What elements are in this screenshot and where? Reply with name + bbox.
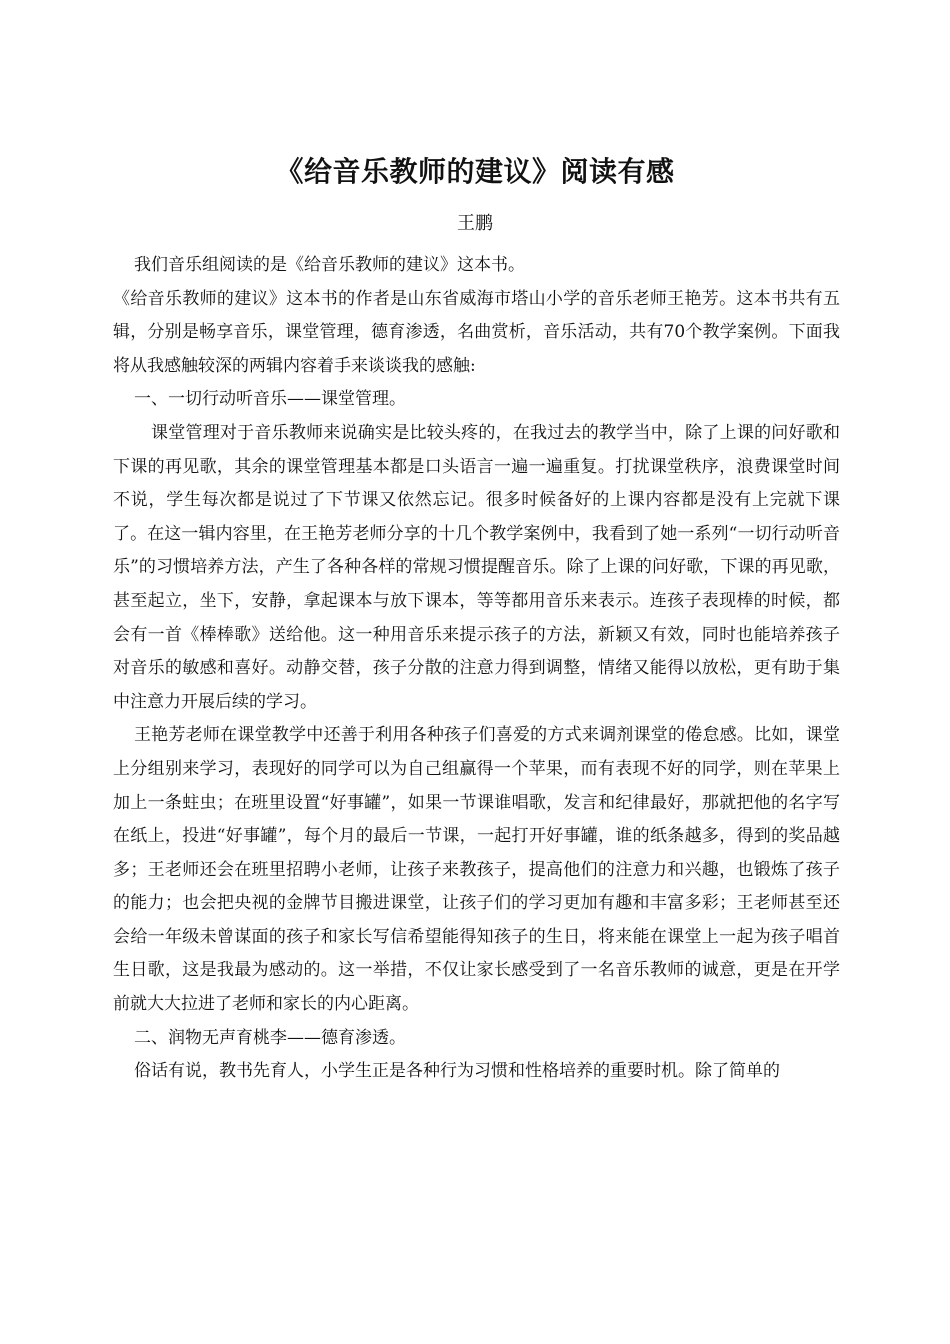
section-heading-classroom-management: 一、一切行动听音乐——课堂管理。 <box>134 389 406 410</box>
document-title: 《给音乐教师的建议》阅读有感 <box>275 155 675 188</box>
paragraph-intro: 我们音乐组阅读的是《给音乐教师的建议》这本书。 <box>134 255 525 275</box>
paragraph-classroom-management: 课堂管理对于音乐教师来说确实是比较头疼的，在我过去的教学当中，除了上课的问好歌和下课的再见歌，其余的课堂管理基本都是口头语言一遍一遍重复。打扰课堂秩序，浪费课堂时间不说，学生每次都是说过了下节课又依然忘记。很多时候备好的上课内容都是没有上完就下课了。在这一辑内容里，在王艳芳老师分享的十几个教学案例中，我看到了她一系列“一切行动听音乐”的习惯培养方法，产生了各种各样的常规习惯提醒音乐。除了上课的问好歌，下课的再见歌，甚至起立，坐下，安静，拿起课本与放下课本，等等都用音乐来表示。连孩子表现棒的时候，都会有一首《棒棒歌》送给他。这一种用音乐来提示孩子的方法，新颖又有效，同时也能培养孩子对音乐的敏感和喜好。动静交替，孩子分散的注意力得到调整，情绪又能得以放松，更有助于集中注意力开展后续的学习。 <box>113 422 840 712</box>
section-heading-moral-education: 二、润物无声育桃李——德育渗透。 <box>134 1027 406 1048</box>
document-body <box>113 249 840 1089</box>
author-name: 王鹏 <box>457 213 493 234</box>
paragraph-moral-education: 俗话有说，教书先育人，小学生正是各种行为习惯和性格培养的重要时机。除了简单的 <box>134 1061 780 1082</box>
paragraph-teaching-methods: 王艳芳老师在课堂教学中还善于利用各种孩子们喜爱的方式来调剂课堂的倦怠感。比如，课堂上分组别来学习，表现好的同学可以为自己组赢得一个苹果，而有表现不好的同学，则在苹果上加上一条蛀虫；在班里设置“好事罐”，如果一节课谁唱歌，发言和纪律最好，那就把他的名字写在纸上，投进“好事罐”，每个月的最后一节课，一起打开好事罐，谁的纸条越多，得到的奖品越多；王老师还会在班里招聘小老师，让孩子来教孩子，提高他们的注意力和兴趣，也锻炼了孩子的能力；也会把央视的金牌节目搬进课堂，让孩子们的学习更加有趣和丰富多彩；王老师甚至还会给一年级未曾谋面的孩子和家长写信希望能得知孩子的生日，将来能在课堂上一起为孩子唱首生日歌，这是我最为感动的。这一举措，不仅让家长感受到了一名音乐教师的诚意，更是在开学前就大大拉进了老师和家长的内心距离。 <box>113 725 840 1015</box>
paragraph-book-summary: 《给音乐教师的建议》这本书的作者是山东省威海市塔山小学的音乐老师王艳芳。这本书共有五辑，分别是畅享音乐，课堂管理，德育渗透，名曲赏析，音乐活动，共有70个教学案例。下面我将从我感触较深的两辑内容着手来谈谈我的感触: <box>113 288 840 376</box>
